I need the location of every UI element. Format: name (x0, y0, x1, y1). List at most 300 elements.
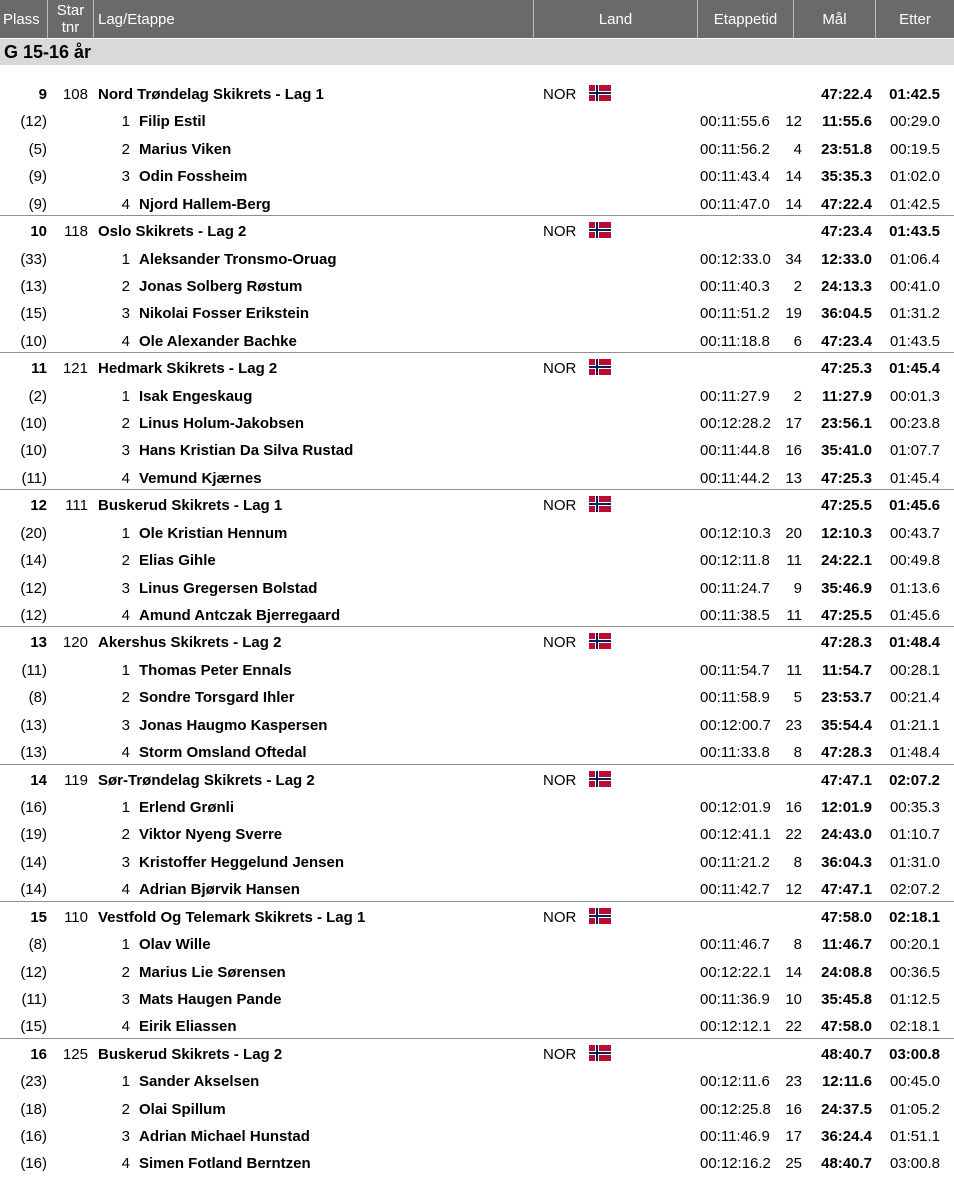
cumulative-time: 24:08.8 (821, 963, 872, 981)
leg-rank: 22 (785, 1018, 802, 1036)
athlete-name[interactable]: Marius Lie Sørensen (139, 963, 286, 981)
time-behind: 01:45.6 (889, 607, 940, 625)
cumulative-time: 11:46.7 (821, 936, 872, 954)
athlete-name[interactable]: Jonas Solberg Røstum (139, 277, 303, 295)
leg-place: (8) (28, 936, 47, 954)
cumulative-time: 48:40.7 (821, 1155, 872, 1173)
leg-time: 00:12:41.1 (700, 826, 771, 844)
leg-row[interactable] (0, 739, 954, 766)
leg-place: (12) (20, 579, 47, 597)
norway-flag-icon (589, 221, 611, 239)
time-behind: 01:31.2 (889, 305, 940, 323)
cumulative-time: 47:28.3 (821, 744, 872, 762)
leg-place: (12) (20, 113, 47, 131)
leg-number: 1 (121, 798, 130, 816)
leg-time: 00:11:58.9 (700, 689, 770, 707)
leg-number: 1 (121, 250, 130, 268)
leg-number: 2 (121, 689, 130, 707)
norway-flag-icon (589, 632, 611, 650)
time-behind: 00:29.0 (889, 113, 940, 131)
leg-rank: 16 (785, 442, 802, 460)
leg-number: 4 (121, 1155, 130, 1173)
leg-time: 00:11:42.7 (700, 881, 770, 899)
team-time-behind: 01:45.4 (889, 360, 940, 378)
leg-place: (12) (20, 963, 47, 981)
leg-row[interactable] (0, 163, 954, 190)
leg-number: 4 (121, 607, 130, 625)
athlete-name[interactable]: Sondre Torsgard Ihler (139, 689, 295, 707)
leg-time: 00:11:56.2 (700, 140, 770, 158)
leg-number: 3 (121, 168, 130, 186)
header-startnr[interactable] (48, 0, 94, 38)
cumulative-time: 47:25.5 (821, 607, 872, 625)
cumulative-time: 12:33.0 (821, 250, 872, 268)
team-country: NOR (543, 223, 577, 241)
team-country: NOR (543, 1045, 577, 1063)
leg-row[interactable] (0, 657, 954, 684)
norway-flag-icon (589, 770, 611, 788)
leg-row[interactable] (0, 849, 954, 876)
leg-row[interactable] (0, 246, 954, 273)
team-bib: 108 (62, 86, 88, 103)
team-row[interactable] (0, 355, 954, 382)
team-country: NOR (543, 86, 577, 103)
leg-time: 00:11:55.6 (700, 113, 770, 131)
leg-number: 4 (121, 469, 130, 487)
leg-number: 4 (121, 1018, 130, 1036)
time-behind: 01:06.4 (889, 250, 940, 268)
header-etappetid[interactable]: Etappetid (698, 0, 794, 38)
leg-time: 00:11:27.9 (700, 387, 770, 405)
athlete-name[interactable]: Eirik Eliassen (139, 1018, 237, 1036)
time-behind: 02:18.1 (889, 1018, 940, 1036)
cumulative-time: 47:25.3 (821, 469, 872, 487)
time-behind: 03:00.8 (889, 1155, 940, 1173)
header-plass[interactable]: Plass (0, 0, 48, 38)
athlete-name[interactable]: Nikolai Fosser Erikstein (139, 305, 310, 323)
leg-time: 00:12:01.9 (700, 798, 771, 816)
cumulative-time: 47:23.4 (821, 332, 872, 350)
leg-time: 00:12:11.8 (700, 552, 770, 570)
time-behind: 00:28.1 (889, 661, 940, 679)
leg-time: 00:11:46.7 (700, 936, 770, 954)
cumulative-time: 11:54.7 (821, 661, 872, 679)
norway-flag-icon (589, 1044, 611, 1062)
team-time-behind: 03:00.8 (889, 1045, 940, 1063)
team-finish-time: 47:22.4 (821, 86, 872, 103)
leg-row[interactable] (0, 794, 954, 821)
athlete-name[interactable]: Odin Fossheim (139, 168, 248, 186)
athlete-name[interactable]: Erlend Grønli (139, 798, 235, 816)
leg-time: 00:12:12.1 (700, 1018, 771, 1036)
leg-row[interactable] (0, 602, 954, 629)
leg-rank: 10 (785, 990, 802, 1008)
time-behind: 01:02.0 (889, 168, 940, 186)
team-time-behind: 01:48.4 (889, 634, 940, 652)
time-behind: 01:45.4 (889, 469, 940, 487)
leg-rank: 23 (785, 716, 802, 734)
leg-row[interactable] (0, 1068, 954, 1095)
leg-row[interactable] (0, 136, 954, 163)
team-country: NOR (543, 360, 577, 378)
leg-row[interactable] (0, 520, 954, 547)
leg-time: 00:11:44.2 (700, 469, 770, 487)
norway-flag-icon (589, 495, 611, 513)
leg-number: 1 (121, 936, 130, 954)
team-row[interactable] (0, 767, 954, 794)
time-behind: 00:36.5 (889, 963, 940, 981)
leg-rank: 9 (793, 579, 802, 597)
header-lag[interactable]: Lag/Etappe (94, 0, 534, 38)
time-behind: 00:20.1 (889, 936, 940, 954)
leg-row[interactable] (0, 383, 954, 410)
leg-number: 3 (121, 305, 130, 323)
leg-rank: 16 (785, 798, 802, 816)
athlete-name[interactable]: Amund Antczak Bjerregaard (139, 607, 341, 625)
cumulative-time: 12:11.6 (821, 1073, 872, 1091)
leg-place: (16) (20, 798, 47, 816)
norway-flag-icon (589, 358, 611, 376)
leg-row[interactable] (0, 959, 954, 986)
leg-row[interactable] (0, 712, 954, 739)
athlete-name[interactable]: Linus Holum-Jakobsen (139, 415, 305, 433)
leg-place: (18) (20, 1100, 47, 1118)
leg-time: 00:11:36.9 (700, 990, 770, 1008)
team-row[interactable] (0, 904, 954, 931)
leg-place: (33) (20, 250, 47, 268)
team-name[interactable]: Buskerud Skikrets - Lag 2 (98, 1045, 283, 1063)
cumulative-time: 35:45.8 (821, 990, 872, 1008)
time-behind: 00:19.5 (889, 140, 940, 158)
leg-rank: 4 (793, 140, 802, 158)
athlete-name[interactable]: Hans Kristian Da Silva Rustad (139, 442, 354, 460)
time-behind: 02:07.2 (889, 881, 940, 899)
cumulative-time: 24:37.5 (821, 1100, 872, 1118)
leg-rank: 14 (785, 963, 802, 981)
leg-number: 3 (121, 853, 130, 871)
cumulative-time: 23:56.1 (821, 415, 872, 433)
leg-time: 00:11:43.4 (700, 168, 770, 186)
leg-time: 00:12:00.7 (700, 716, 771, 734)
athlete-name[interactable]: Thomas Peter Ennals (139, 661, 292, 679)
leg-number: 3 (121, 990, 130, 1008)
leg-number: 1 (121, 387, 130, 405)
athlete-name[interactable]: Vemund Kjærnes (139, 469, 262, 487)
leg-row[interactable] (0, 465, 954, 492)
leg-time: 00:11:54.7 (700, 661, 770, 679)
leg-row[interactable] (0, 931, 954, 958)
athlete-name[interactable]: Isak Engeskaug (139, 387, 253, 405)
time-behind: 01:42.5 (889, 195, 940, 213)
leg-place: (13) (20, 744, 47, 762)
time-behind: 01:31.0 (889, 853, 940, 871)
time-behind: 00:49.8 (889, 552, 940, 570)
leg-place: (13) (20, 277, 47, 295)
leg-time: 00:11:47.0 (700, 195, 770, 213)
header-star-line1: Star (56, 2, 85, 19)
leg-row[interactable] (0, 328, 954, 355)
leg-time: 00:11:44.8 (700, 442, 770, 460)
leg-place: (9) (28, 168, 47, 186)
team-finish-time: 47:25.5 (821, 497, 872, 515)
leg-row[interactable] (0, 1096, 954, 1123)
cumulative-time: 12:10.3 (821, 524, 872, 542)
leg-row[interactable] (0, 108, 954, 135)
results-table (0, 81, 954, 1178)
team-time-behind: 02:18.1 (889, 908, 940, 926)
header-land[interactable]: Land (534, 0, 698, 38)
leg-row[interactable] (0, 273, 954, 300)
athlete-name[interactable]: Kristoffer Heggelund Jensen (139, 853, 345, 871)
team-name[interactable]: Sør-Trøndelag Skikrets - Lag 2 (98, 771, 315, 789)
leg-rank: 19 (785, 305, 802, 323)
header-etter[interactable]: Etter (899, 10, 931, 28)
time-behind: 01:21.1 (889, 716, 940, 734)
team-finish-time: 48:40.7 (821, 1045, 872, 1063)
leg-place: (19) (20, 826, 47, 844)
leg-place: (16) (20, 1128, 47, 1146)
leg-number: 1 (121, 113, 130, 131)
leg-rank: 20 (785, 524, 802, 542)
athlete-name[interactable]: Adrian Bjørvik Hansen (139, 881, 300, 899)
team-row[interactable] (0, 81, 954, 108)
leg-place: (5) (28, 140, 47, 158)
team-name[interactable]: Akershus Skikrets - Lag 2 (98, 634, 282, 652)
leg-place: (2) (28, 387, 47, 405)
team-finish-time: 47:58.0 (821, 908, 872, 926)
leg-row[interactable] (0, 410, 954, 437)
leg-rank: 11 (786, 607, 802, 625)
leg-row[interactable] (0, 191, 954, 218)
leg-number: 2 (121, 826, 130, 844)
leg-place: (10) (20, 332, 47, 350)
team-place: 14 (30, 771, 47, 789)
leg-time: 00:11:18.8 (700, 332, 770, 350)
athlete-name[interactable]: Mats Haugen Pande (139, 990, 282, 1008)
leg-number: 4 (121, 881, 130, 899)
leg-number: 2 (121, 1100, 130, 1118)
cumulative-time: 47:22.4 (821, 195, 872, 213)
leg-rank: 14 (785, 195, 802, 213)
leg-rank: 11 (786, 661, 802, 679)
leg-time: 00:11:51.2 (700, 305, 770, 323)
team-finish-time: 47:47.1 (821, 771, 872, 789)
leg-place: (8) (28, 689, 47, 707)
leg-rank: 5 (793, 689, 802, 707)
team-place: 9 (38, 86, 47, 103)
team-row[interactable] (0, 218, 954, 245)
cumulative-time: 12:01.9 (821, 798, 872, 816)
leg-number: 2 (121, 140, 130, 158)
team-finish-time: 47:25.3 (821, 360, 872, 378)
team-bib: 120 (62, 634, 88, 652)
athlete-name[interactable]: Ole Kristian Hennum (139, 524, 288, 542)
cumulative-time: 11:27.9 (821, 387, 872, 405)
time-behind: 00:23.8 (889, 415, 940, 433)
leg-place: (11) (21, 990, 47, 1008)
leg-time: 00:11:46.9 (700, 1128, 770, 1146)
athlete-name[interactable]: Aleksander Tronsmo-Oruag (139, 250, 337, 268)
cumulative-time: 47:47.1 (821, 881, 872, 899)
leg-rank: 23 (785, 1073, 802, 1091)
athlete-name[interactable]: Filip Estil (139, 113, 206, 131)
norway-flag-icon (589, 907, 611, 925)
time-behind: 01:43.5 (889, 332, 940, 350)
time-behind: 00:41.0 (889, 277, 940, 295)
leg-row[interactable] (0, 986, 954, 1013)
team-place: 16 (30, 1045, 47, 1063)
team-bib: 110 (64, 908, 88, 926)
time-behind: 01:51.1 (889, 1128, 940, 1146)
leg-time: 00:12:28.2 (700, 415, 771, 433)
leg-row[interactable] (0, 575, 954, 602)
team-name[interactable]: Hedmark Skikrets - Lag 2 (98, 360, 278, 378)
team-name[interactable]: Vestfold Og Telemark Skikrets - Lag 1 (98, 908, 366, 926)
leg-rank: 17 (785, 415, 802, 433)
leg-rank: 22 (785, 826, 802, 844)
leg-time: 00:11:38.5 (700, 607, 770, 625)
leg-place: (14) (20, 552, 47, 570)
norway-flag-icon (589, 84, 611, 102)
leg-row[interactable] (0, 1013, 954, 1040)
athlete-name[interactable]: Elias Gihle (139, 552, 216, 570)
team-place: 10 (30, 223, 47, 241)
team-name[interactable]: Nord Trøndelag Skikrets - Lag 1 (98, 86, 324, 103)
athlete-name[interactable]: Storm Omsland Oftedal (139, 744, 307, 762)
team-row[interactable] (0, 629, 954, 656)
team-place: 12 (30, 497, 47, 515)
cumulative-time: 36:04.3 (821, 853, 872, 871)
leg-rank: 8 (793, 744, 802, 762)
leg-rank: 8 (793, 853, 802, 871)
leg-row[interactable] (0, 437, 954, 464)
time-behind: 00:43.7 (889, 524, 940, 542)
leg-number: 4 (121, 195, 130, 213)
athlete-name[interactable]: Olav Wille (139, 936, 211, 954)
leg-row[interactable] (0, 684, 954, 711)
leg-number: 3 (121, 716, 130, 734)
leg-rank: 34 (785, 250, 802, 268)
leg-place: (10) (20, 415, 47, 433)
team-time-behind: 01:45.6 (889, 497, 940, 515)
athlete-name[interactable]: Adrian Michael Hunstad (139, 1128, 310, 1146)
cumulative-time: 24:13.3 (821, 277, 872, 295)
leg-number: 4 (121, 332, 130, 350)
team-time-behind: 01:42.5 (889, 86, 940, 103)
leg-rank: 13 (785, 469, 802, 487)
leg-row[interactable] (0, 1123, 954, 1150)
table-header (0, 0, 954, 38)
team-bib: 121 (62, 360, 88, 378)
leg-rank: 14 (785, 168, 802, 186)
athlete-name[interactable]: Jonas Haugmo Kaspersen (139, 716, 328, 734)
leg-row[interactable] (0, 821, 954, 848)
leg-place: (23) (20, 1073, 47, 1091)
leg-number: 2 (121, 277, 130, 295)
cumulative-time: 23:51.8 (821, 140, 872, 158)
leg-place: (15) (20, 305, 47, 323)
leg-rank: 2 (793, 277, 802, 295)
team-name[interactable]: Oslo Skikrets - Lag 2 (98, 223, 247, 241)
team-row[interactable] (0, 492, 954, 519)
leg-row[interactable] (0, 876, 954, 903)
time-behind: 01:13.6 (889, 579, 940, 597)
time-behind: 01:10.7 (889, 826, 940, 844)
leg-place: (16) (20, 1155, 47, 1173)
athlete-name[interactable]: Njord Hallem-Berg (139, 195, 271, 213)
leg-time: 00:12:25.8 (700, 1100, 771, 1118)
leg-row[interactable] (0, 547, 954, 574)
leg-place: (14) (20, 853, 47, 871)
team-time-behind: 02:07.2 (889, 771, 940, 789)
time-behind: 00:35.3 (889, 798, 940, 816)
time-behind: 00:45.0 (889, 1073, 940, 1091)
team-row[interactable] (0, 1041, 954, 1068)
leg-rank: 17 (785, 1128, 802, 1146)
leg-rank: 16 (785, 1100, 802, 1118)
team-finish-time: 47:28.3 (821, 634, 872, 652)
leg-row[interactable] (0, 1150, 954, 1177)
leg-number: 2 (121, 415, 130, 433)
leg-time: 00:11:33.8 (700, 744, 770, 762)
team-place: 13 (30, 634, 47, 652)
header-mal[interactable]: Mål (794, 0, 876, 38)
leg-number: 3 (121, 442, 130, 460)
time-behind: 00:01.3 (889, 387, 940, 405)
cumulative-time: 24:43.0 (821, 826, 872, 844)
leg-place: (9) (28, 195, 47, 213)
athlete-name[interactable]: Viktor Nyeng Sverre (139, 826, 283, 844)
leg-number: 3 (121, 579, 130, 597)
leg-place: (15) (20, 1018, 47, 1036)
team-country: NOR (543, 771, 577, 789)
cumulative-time: 11:55.6 (821, 113, 872, 131)
cumulative-time: 35:54.4 (821, 716, 872, 734)
team-place: 15 (30, 908, 47, 926)
team-name[interactable]: Buskerud Skikrets - Lag 1 (98, 497, 283, 515)
leg-time: 00:11:40.3 (700, 277, 770, 295)
leg-row[interactable] (0, 300, 954, 327)
team-time-behind: 01:43.5 (889, 223, 940, 241)
athlete-name[interactable]: Marius Viken (139, 140, 232, 158)
athlete-name[interactable]: Olai Spillum (139, 1100, 226, 1118)
leg-place: (12) (20, 607, 47, 625)
athlete-name[interactable]: Simen Fotland Berntzen (139, 1155, 311, 1173)
leg-rank: 8 (793, 936, 802, 954)
athlete-name[interactable]: Sander Akselsen (139, 1073, 260, 1091)
leg-rank: 2 (793, 387, 802, 405)
athlete-name[interactable]: Ole Alexander Bachke (139, 332, 297, 350)
athlete-name[interactable]: Linus Gregersen Bolstad (139, 579, 318, 597)
cumulative-time: 36:04.5 (821, 305, 872, 323)
time-behind: 01:07.7 (889, 442, 940, 460)
cumulative-time: 35:46.9 (821, 579, 872, 597)
leg-number: 1 (121, 524, 130, 542)
team-country: NOR (543, 908, 577, 926)
leg-rank: 25 (785, 1155, 802, 1173)
leg-number: 2 (121, 552, 130, 570)
time-behind: 01:05.2 (889, 1100, 940, 1118)
leg-rank: 12 (785, 113, 802, 131)
leg-time: 00:12:22.1 (700, 963, 771, 981)
cumulative-time: 24:22.1 (821, 552, 872, 570)
cumulative-time: 36:24.4 (821, 1128, 872, 1146)
leg-place: (11) (21, 661, 47, 679)
leg-place: (13) (20, 716, 47, 734)
leg-time: 00:12:16.2 (700, 1155, 771, 1173)
leg-place: (10) (20, 442, 47, 460)
team-bib: 119 (64, 771, 88, 789)
